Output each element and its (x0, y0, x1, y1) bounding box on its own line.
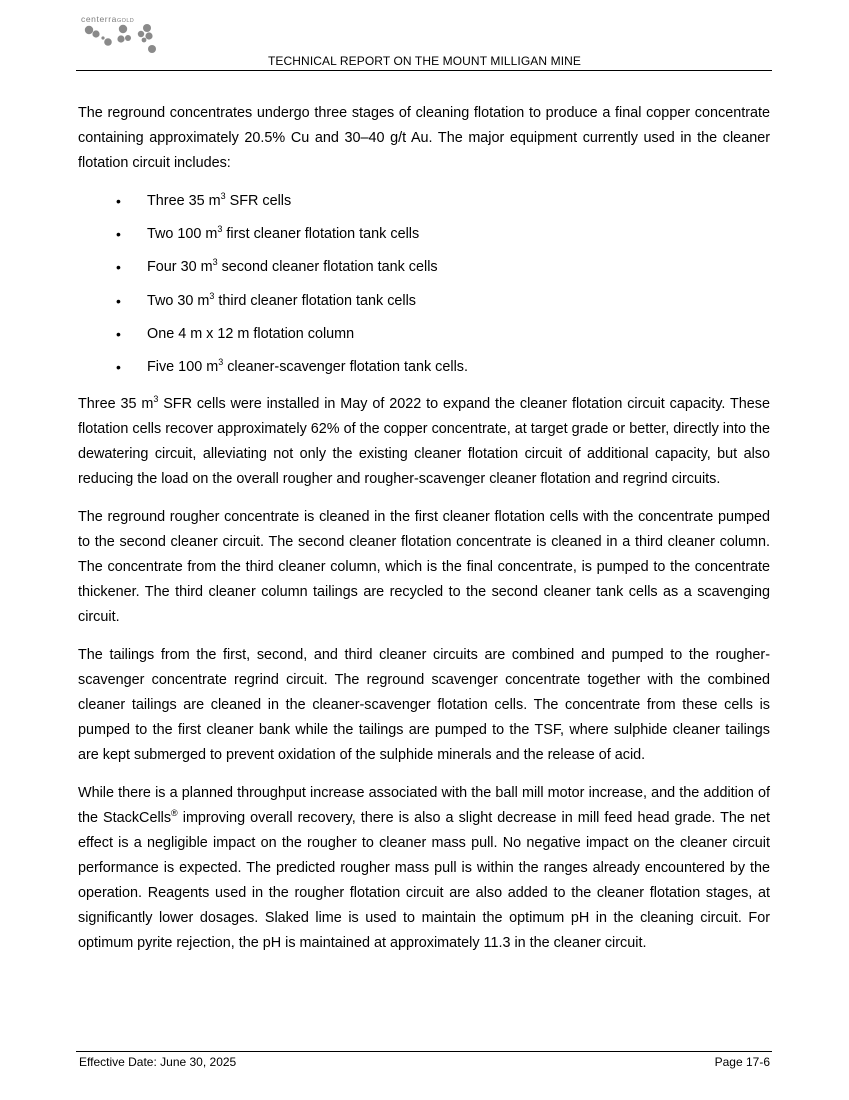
throughput-paragraph: While there is a planned throughput increase associated with the ball mill motor increase, and the addition of the StackCells® improving overall recovery, there is also a slight decrease in mill feed head grade. The net effect is a negligible impact on the rougher to cleaner mass pull. No negative impact on the cleaner circuit performance is expected. The predicted rougher mass pull is within the ranges already encountered by the operation. Reagents used in the rougher flotation circuit are also added to the cleaner flotation stages, at significantly lower dosages. Slaked lime is used to maintain the optimum pH in the cleaning circuit. For optimum pyrite rejection, the pH is maintained at approximately 11.3 in the cleaner circuit. (78, 785, 770, 952)
equipment-list (78, 189, 770, 388)
list-item: • Three 35 $m^3$ SFR cells (78, 189, 770, 222)
list-item: • Two 30 $m^3$ third cleaner flotation tank cells (78, 289, 770, 322)
footer-divider (76, 1051, 772, 1052)
list-item: • Four 30 $m^3$ second cleaner flotation tank cells (78, 255, 770, 288)
rougher-concentrate-paragraph: The reground rougher concentrate is cleaned in the first cleaner flotation cells with the concentrate pumped to the second cleaner circuit. The second cleaner flotation concentrate is cleaned in a third cleaner column. The concentrate from the third cleaner column, which is the final concentrate, is pumped to the concentrate thickener. The third cleaner column tailings are recycled to the second cleaner tank cells as a scavenging circuit. (78, 509, 770, 626)
tailings-paragraph: The tailings from the first, second, and third cleaner circuits are combined and pumped to the rougher-scavenger concentrate regrind circuit. The reground scavenger concentrate together with the combined cleaner tailings are cleaned in the cleaner-scavenger flotation cells. The concentrate from these cells is pumped to the first cleaner bank while the tailings are pumped to the TSF, where sulphide cleaner tailings are kept submerged to prevent oxidation of the sulphide minerals and the release of acid. (78, 647, 770, 764)
page-number: Page 17-6 (714, 1055, 770, 1069)
report-header-title: TECHNICAL REPORT ON THE MOUNT MILLIGAN MINE (267, 54, 581, 68)
list-item: • One 4 m x 12 m flotation column (78, 322, 770, 355)
list-item: • Five 100 $m^3$ cleaner-scavenger flotation tank cells. (78, 355, 770, 388)
intro-paragraph: The reground concentrates undergo three stages of cleaning flotation to produce a final copper concentrate containing approximately 20.5% Cu and 30–40 g/t Au. The major equipment currently used in the cleaner flotation circuit includes: (78, 105, 770, 171)
page-body (78, 101, 770, 969)
header-divider (76, 70, 772, 71)
sfr-cells-paragraph: Three 35 $m^3$ SFR cells were installed in May of 2022 to expand the cleaner flotation circuit capacity. These flotation cells recover approximately 62% of the copper concentrate, at target grade or better, directly into the dewatering circuit, alleviating not only the existing cleaner flotation circuit of additional capacity, but also reducing the load on the overall rougher and rougher-scavenger cleaner flotation and regrind circuits. (78, 394, 770, 488)
effective-date: Effective Date: June 30, 2025 (79, 1055, 237, 1069)
logo-wordmark: centerraGOLD (81, 14, 135, 24)
list-item: • Two 100 $m^3$ first cleaner flotation tank cells (78, 222, 770, 255)
